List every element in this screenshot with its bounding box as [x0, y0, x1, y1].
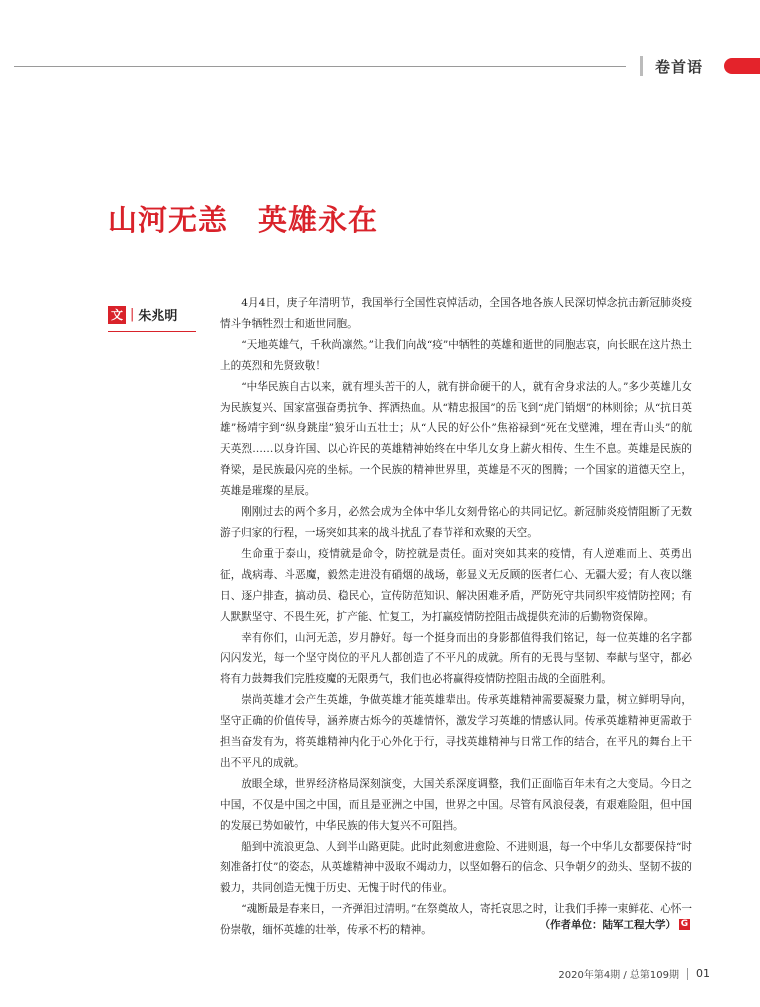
author-affiliation [540, 917, 691, 932]
end-mark-icon: G [680, 919, 689, 929]
byline-tag: 文 [108, 306, 126, 324]
article-body [220, 293, 692, 941]
page-footer [558, 966, 710, 981]
issue-info: 2020年第4期 / 总第109期 [558, 970, 679, 981]
page-number: 01 [696, 967, 710, 980]
paragraph: 生命重于泰山，疫情就是命令，防控就是责任。面对突如其来的疫情，有人逆难而上、英勇出征，战病毒、斗恶魔，毅然走进没有硝烟的战场，彰显义无反顾的医者仁心、无疆大爱；有人夜以继日、逐户排查，搞动员、稳民心，宣传防范知识、解决困难矛盾，严防死守共同织牢疫情防控网；有人默默坚守、不畏生死，扩产能、忙复工，为打赢疫情防控阻击战提供充沛的后勤物资保障。 [220, 547, 692, 623]
column-pill-decoration [724, 58, 760, 74]
column-tag [640, 55, 760, 77]
paragraph: 崇尚英雄才会产生英雄，争做英雄才能英雄辈出。传承英雄精神需要凝聚力量，树立鲜明导向，坚守正确的价值传导，涵养赓古烁今的英雄情怀，激发学习英雄的情感认同。传承英雄精神更需敢于担当奋发有为，将英雄精神内化于心外化于行，寻找英雄精神与日常工作的结合，在平凡的舞台上干出不平凡的成就。 [220, 694, 692, 769]
header-rule [14, 66, 626, 67]
paragraph: “天地英雄气，千秋尚凛然。”让我们向战“疫”中牺牲的英雄和逝世的同胞志哀，向长眠在这片热土上的英烈和先贤致敬！ [220, 338, 692, 372]
column-name: 卷首语 [655, 57, 704, 76]
byline-rule [108, 331, 196, 332]
column-tag-divider [640, 56, 643, 76]
article-title: 山河无恙 英雄永在 [108, 203, 379, 237]
paragraph: “中华民族自古以来，就有埋头苦干的人，就有拼命硬干的人，就有舍身求法的人。”多少英雄儿女为民族复兴、国家富强奋勇抗争、挥洒热血。从“精忠报国”的岳飞到“虎门销烟”的林则徐；从“抗日英雄”杨靖宇到“纵身跳崖”狼牙山五壮士；从“人民的好公仆”焦裕禄到“死在戈壁滩，埋在青山头”的航天英烈……以身许国、以心许民的英雄精神始终在中华儿女身上薪火相传、生生不息。英雄是民族的脊梁，是民族最闪亮的坐标。一个民族的精神世界里，英雄是不灭的图腾；一个国家的道德天空上，英雄是璀璨的星辰。 [220, 380, 693, 498]
footer-divider [687, 968, 688, 980]
paragraph: 幸有你们，山河无恙，岁月静好。每一个挺身而出的身影都值得我们铭记，每一位英雄的名字都闪闪发光，每一个坚守岗位的平凡人都创造了不平凡的成就。所有的无畏与坚韧、奉献与坚守，都必将有力鼓舞我们完胜疫魔的无限勇气，我们也必将赢得疫情防控阻击战的全面胜利。 [220, 631, 692, 686]
paragraph: 刚刚过去的两个多月，必然会成为全体中华儿女刻骨铭心的共同记忆。新冠肺炎疫情阻断了无数游子归家的行程，一场突如其来的战斗扰乱了春节祥和欢聚的天空。 [220, 506, 692, 539]
affiliation-text: （作者单位：陆军工程大学） [539, 919, 676, 931]
paragraph: “魂断最是春来日，一齐弹泪过清明。”在祭奠故人，寄托哀思之时，让我们手捧一束鲜花、心怀一份崇敬，缅怀英雄的壮举，传承不朽的精神。 [220, 903, 692, 937]
byline-separator: | [130, 307, 135, 322]
author-name: 朱兆明 [138, 309, 178, 324]
paragraph: 放眼全球，世界经济格局深刻演变，大国关系深度调整，我们正面临百年未有之大变局。今日之中国，不仅是中国之中国，而且是亚洲之中国，世界之中国。尽管有风浪侵袭，有艰难险阻，但中国的发展已势如破竹，中华民族的伟大复兴不可阻挡。 [220, 777, 692, 832]
paragraph: 4月4日，庚子年清明节，我国举行全国性哀悼活动，全国各地各族人民深切悼念抗击新冠肺炎疫情斗争牺牲烈士和逝世同胞。 [220, 297, 692, 330]
paragraph: 船到中流浪更急、人到半山路更陡。此时此刻愈进愈险、不进则退，每一个中华儿女都要保持“时刻准备打仗”的姿态，从英雄精神中汲取不竭动力，以坚如磐石的信念、只争朝夕的劲头、坚韧不拔的毅力，共同创造无愧于历史、无愧于时代的伟业。 [220, 840, 692, 895]
byline [108, 305, 177, 324]
